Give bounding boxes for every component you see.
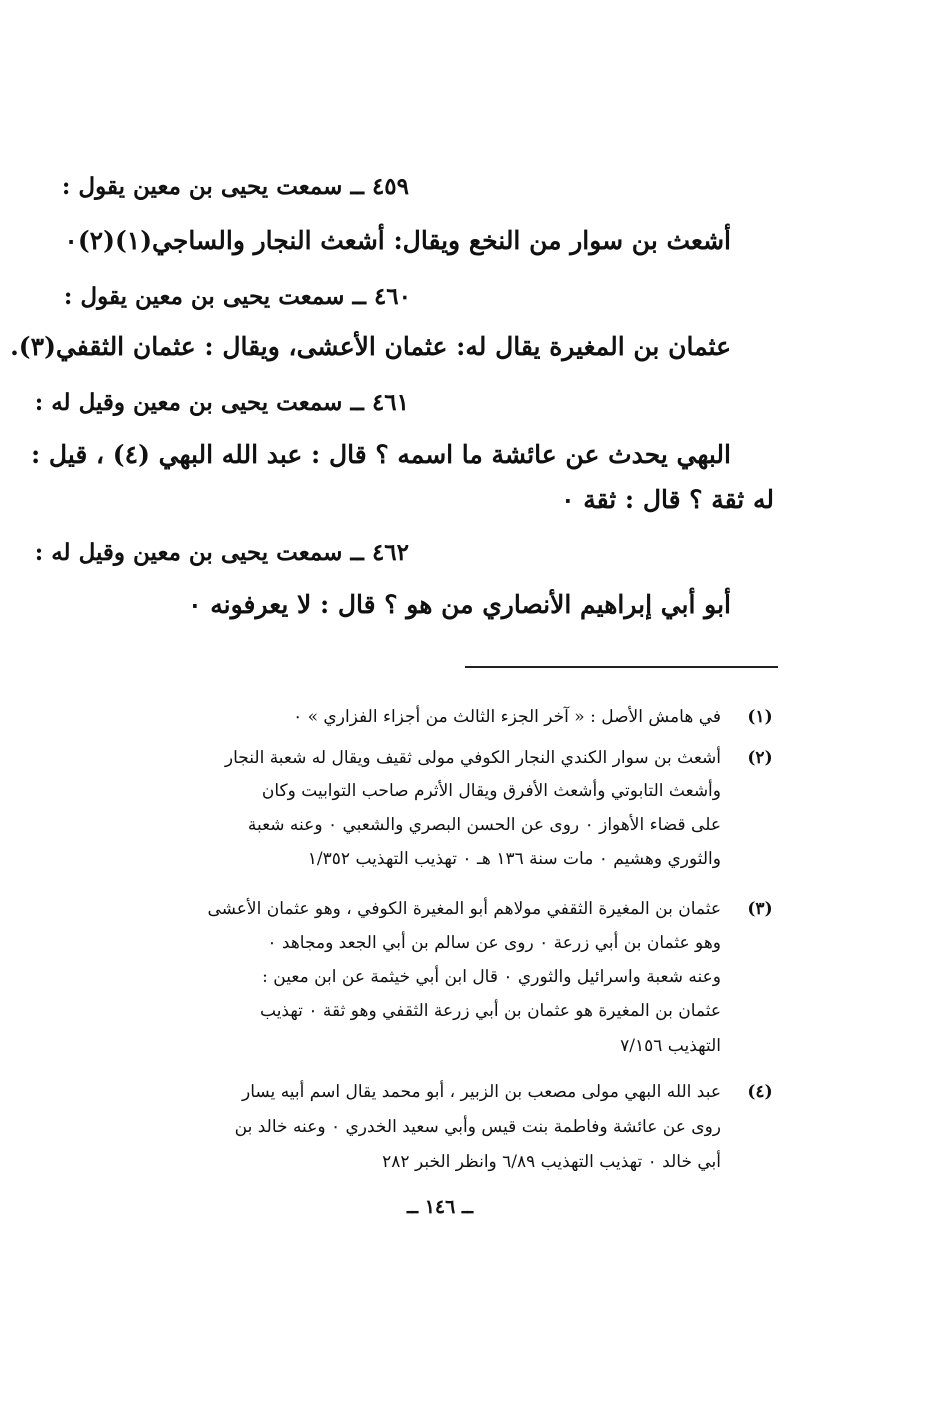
entry-461-body-line-2: له ثقة ؟ قال : ثقة ٠: [561, 485, 774, 514]
footnote-3-line-5: التهذيب ٧/١٥٦: [620, 1036, 721, 1056]
footnote-4-number: (٤): [747, 1082, 773, 1102]
footnote-2-line-4: والثوري وهشيم ٠ مات سنة ١٣٦ هـ ٠ تهذيب التهذيب ١/٣٥٢: [307, 849, 721, 869]
entry-461-body-line-1: البهي يحدث عن عائشة ما اسمه ؟ قال : عبد الله البهي (٤) ، قيل :: [30, 440, 731, 469]
entry-460-body: عثمان بن المغيرة يقال له: عثمان الأعشى، ويقال : عثمان الثقفي(٣).: [10, 332, 731, 361]
footnote-4-line-3: أبي خالد ٠ تهذيب التهذيب ٦/٨٩ وانظر الخبر ٢٨٢: [382, 1152, 721, 1172]
footnote-4-line-2: روى عن عائشة وفاطمة بنت قيس وأبي سعيد الخدري ٠ وعنه خالد بن: [234, 1117, 721, 1137]
footnote-separator: [465, 666, 778, 668]
footnote-3-line-4: عثمان بن المغيرة هو عثمان بن أبي زرعة الثقفي وهو ثقة ٠ تهذيب: [260, 1001, 721, 1021]
entry-460-heading: ٤٦٠ ــ سمعت يحيى بن معين يقول :: [63, 283, 411, 310]
footnote-1-number: (١): [747, 707, 773, 727]
footnote-2-line-1: أشعث بن سوار الكندي النجار الكوفي مولى ثقيف ويقال له شعبة النجار: [224, 748, 721, 768]
entry-462-body: أبو أبي إبراهيم الأنصاري من هو ؟ قال : لا يعرفونه ٠: [188, 590, 731, 619]
page-number: ــ ١٤٦ ــ: [406, 1196, 474, 1218]
entry-461-heading: ٤٦١ ــ سمعت يحيى بن معين وقيل له :: [34, 389, 409, 416]
footnote-1-line-1: في هامش الأصل : « آخر الجزء الثالث من أجزاء الفزاري » ٠: [293, 707, 721, 727]
footnote-4-line-1: عبد الله البهي مولى مصعب بن الزبير ، أبو محمد يقال اسم أبيه يسار: [242, 1082, 721, 1102]
footnote-3-line-2: وهو عثمان بن أبي زرعة ٠ روى عن سالم بن أبي الجعد ومجاهد ٠: [267, 933, 721, 953]
footnote-2-number: (٢): [747, 748, 773, 768]
footnote-3-number: (٣): [747, 899, 773, 919]
entry-459-heading: ٤٥٩ ــ سمعت يحيى بن معين يقول :: [61, 173, 409, 200]
footnote-2-line-2: وأشعث التابوتي وأشعث الأفرق ويقال الأثرم صاحب التوابيت وكان: [261, 781, 721, 801]
entry-459-body: أشعث بن سوار من النخع ويقال: أشعث النجار والساجي(١)(٢)٠: [64, 226, 731, 255]
entry-462-heading: ٤٦٢ ــ سمعت يحيى بن معين وقيل له :: [34, 539, 409, 566]
footnote-2-line-3: على قضاء الأهواز ٠ روى عن الحسن البصري والشعبي ٠ وعنه شعبة: [247, 815, 721, 835]
footnote-3-line-1: عثمان بن المغيرة الثقفي مولاهم أبو المغيرة الكوفي ، وهو عثمان الأعشى: [207, 899, 721, 919]
footnote-3-line-3: وعنه شعبة واسرائيل والثوري ٠ قال ابن أبي خيثمة عن ابن معين :: [262, 967, 721, 987]
